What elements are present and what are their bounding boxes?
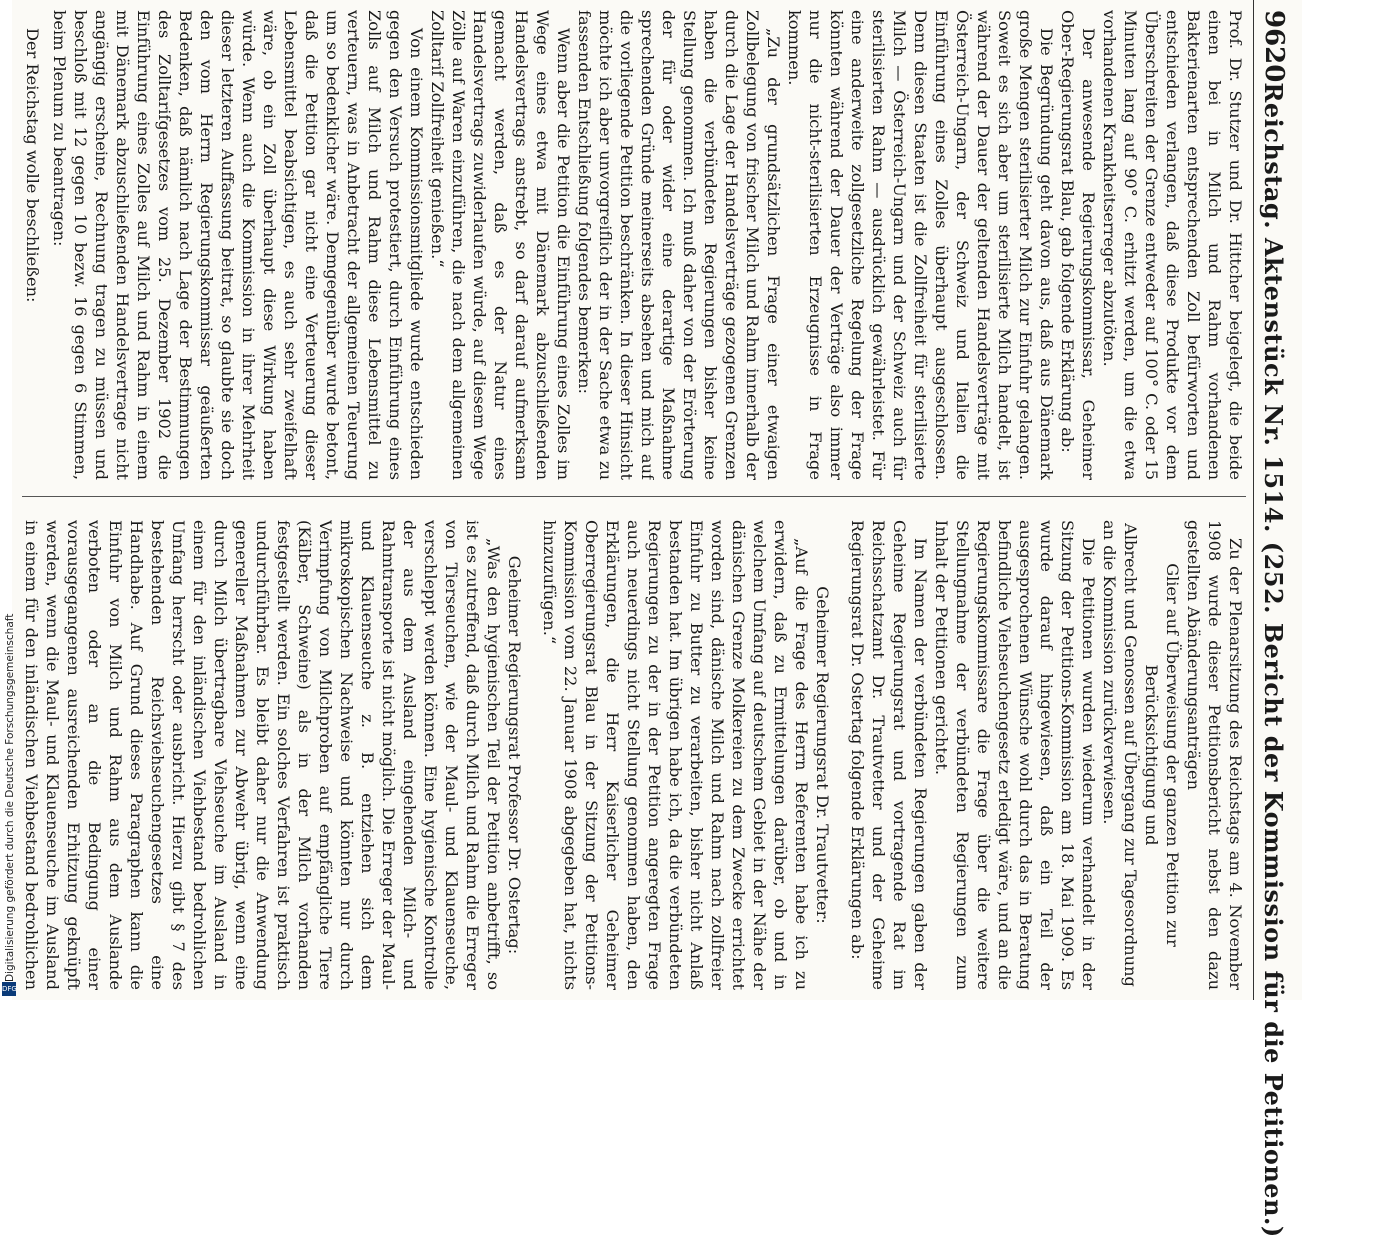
paragraph: Von einem Kommissionsmitgliede wurde entschieden gegen den Versuch protestiert, durch Einführung eines Zolls auf Milch und Rahm diese Lebensmittel zu verteuern, was in Anbetracht der allgemeinen Teuerung um so bedenklicher wäre. Demgegenüber wurde betont, daß die Petition gar nicht eine Verteuerung dieser Lebensmittel beabsichtigen, es auch sehr zweifelhaft wäre, ob ein Zoll überhaupt diese Wirkung haben würde. Wenn auch die Kommission in ihrer Mehrheit dieser letzteren Auffassung beitrat, so glaubte sie doch den vom Herrn Regierungskommissar geäußerten Bedenken, daß nämlich nach Lage der Bestimmungen des Zolltarifgesetzes vom 25. Dezember 1902 die Einführung eines Zolles auf Milch und Rahm in einem mit Dänemark abzuschließenden Handelsvertrage nicht angängig erscheine, Rechnung tragen zu müssen und beschloß mit 12 gegen 10 bezw. 16 gegen 6 Stimmen, beim Plenum zu beantragen: xyxy=(50,10,426,480)
paragraph: Geheimer Regierungsrat Professor Dr. Ostertag: xyxy=(505,555,524,955)
digitization-credit xyxy=(4,342,18,982)
paragraph: „Was den hygienischen Teil der Petition anbetrifft, so ist es zutreffend, daß durch Milch und Rahm die Erreger von Tierseuchen, wie der Maul- und Klauenseuche, verschleppt werden können. Eine hygienische Kontrolle der aus dem Ausland eingehenden Milch- und Rahmtransporte ist nicht möglich. Die Erreger der Maul- und Klauenseuche z. B. entziehen sich dem mikroskopischen Nachweise und könnten nur durch Verimpfung von Milchproben auf empfängliche Tiere (Kälber, Schweine) als in der Milch vorhanden festgestellt werden. Ein solches Verfahren ist praktisch undurchführbar. Es bleibt daher nur die Anwendung genereller Maßnahmen zur Abwehr übrig, wenn eine durch Milch übertragbare Viehseuche im Ausland in einem für den inländischen Viehbestand bedrohlichen Umfang herrscht oder ausbricht. Hierzu gibt § 7 des bestehenden Reichsviehseuchengesetzes eine Handhabe. Auf Grund dieses Paragraphen kann die Einfuhr von Milch und Rahm aus dem Auslande verboten oder an die Bedingung einer vorausgegangenen ausreichenden Erhitzung geknüpft werden, wenn die Maul- und Klauenseuche im Ausland in einem für den inländischen Viehbestand bedrohlichen xyxy=(22,520,503,990)
paragraph: Albrecht und Genossen auf Übergang zur Tagesordnung xyxy=(1121,523,1140,987)
paragraph: Die Begründung geht davon aus, daß aus Dänemark große Mengen sterilisierter Milch zur Einfuhr gelangen. Soweit es sich aber um sterilisierte Milch handelt, ist während der Dauer der geltenden Handelsverträge mit Österreich-Ungarn, der Schweiz und Italien die Einführung eines Zolles überhaupt ausgeschlossen. Denn diesen Staaten ist die Zollfreiheit für sterilisierte Milch — Österreich-Ungarn und der Schweiz auch für sterilisierten Rahm — ausdrücklich gewährleistet. Für eine anderweite zollgesetzliche Regelung der Frage könnten während der Dauer der Verträge also immer nur die nicht-sterilisierten Erzeugnisse in Frage kommen. xyxy=(785,10,1056,480)
credit-text: Digitalisierung gefördert durch die Deutsche Forschungsgemeinschaft xyxy=(4,613,16,982)
paragraph: Im Namen der verbündeten Regierungen gaben der Geheime Regierungsrat und vortragende Rat im Reichsschatzamt Dr. Trautvetter und der Geheime Regierungsrat Dr. Ostertag folgende Erklärungen ab: xyxy=(848,520,930,990)
paragraph: Der anwesende Regierungskommissar, Geheimer Ober-Regierungsrat Blau, gab folgende Erklärung ab: xyxy=(1058,10,1098,480)
paragraph: Zu der Plenarsitzung des Reichstags am 4. November 1908 wurde dieser Petitionsbericht nebst den dazu gestellten Abänderungsanträgen xyxy=(1184,520,1245,990)
paragraph: Der Reichstag wolle beschließen: xyxy=(23,28,42,303)
page-header xyxy=(1253,0,1294,1238)
left-column xyxy=(22,10,1246,480)
document-page xyxy=(12,0,1302,1238)
dfg-logo-icon: DFG xyxy=(2,982,16,996)
paragraph: „Zu der grundsätzlichen Frage einer etwaigen Zollbelegung von frischer Milch und Rahm innerhalb der durch die Lage der Handelsverträge gezogenen Grenzen haben die verbündeten Regierungen bisher keine Stellung genommen. Ich muß daher von der Erörterung der für oder wider eine derartige Maßnahme sprechenden Gründe meinerseits absehen und mich auf die vorliegende Petition beschränken. In dieser Hinsicht möchte ich aber unvorgreiflich der in der Sache etwa zu fassenden Entschließung folgendes bemerken: xyxy=(575,10,783,480)
paragraph: Glier auf Überweisung der ganzen Petition zur Berücksichtigung und xyxy=(1142,563,1182,947)
column-divider xyxy=(22,496,1246,497)
paragraph: Prof. Dr. Stutzer und Dr. Hittcher beigelegt, die beide einen bei in Milch und Rahm vorhandenen Bakterienarten entsprechenden Zoll befürworten und entschieden verlangen, daß diese Produkte vor dem Überschreiten der Grenze entweder auf 100° C. oder 15 Minuten lang auf 90° C. erhitzt werden, um die etwa vorhandenen Krankheitserreger abzutöten. xyxy=(1100,10,1245,480)
running-head: Reichstag. Aktenstück Nr. 1514. (252. Bericht der Kommission für die Petitionen.) xyxy=(1259,82,1289,1238)
paragraph: Geheimer Regierungsrat Dr. Trautvetter: xyxy=(813,586,832,924)
page-number: 9620 xyxy=(1259,10,1289,83)
paragraph: „Auf die Frage des Herrn Referenten habe ich zu erwidern, daß zu Ermittelungen darüber, ob und in welchem Umfang auf deutschem Gebiet in der Nähe der dänischen Grenze Molkereien zu dem Zwecke errichtet worden sind, dänische Milch und Rahm nach zollfreier Einfuhr zu Butter zu verarbeiten, bisher nicht Anlaß bestanden hat. Im übrigen habe ich, da die verbündeten Regierungen zu der in der Petition angeregten Frage auch neuerdings nicht Stellung genommen haben, den Erklärungen, die Herr Kaiserlicher Geheimer Oberregierungsrat Blau in der Sitzung der Petitions-Kommission vom 22. Januar 1908 abgegeben hat, nichts hinzuzufügen.“ xyxy=(540,520,811,990)
paragraph: Die Petitionen wurden wiederum verhandelt in der Sitzung der Petitions-Kommission am 18. Mai 1909. Es wurde darauf hingewiesen, daß ein Teil der ausgesprochenen Wünsche wohl durch das in Beratung befindliche Viehseuchengesetz erledigt wäre, und an die Regierungskommissare die Frage über die weitere Stellungnahme der verbündeten Regierungen zum Inhalt der Petitionen gerichtet. xyxy=(932,520,1098,990)
paragraph: an die Kommission zurückverwiesen. xyxy=(1100,520,1119,825)
paragraph: Wenn aber die Petition die Einführung eines Zolles im Wege eines etwa mit Dänemark abzuschließenden Handelsvertrags anstrebt, so darf darauf aufmerksam gemacht werden, daß es der Natur eines Handelsvertrags zuwiderlaufen würde, auf diesem Wege Zölle auf Waren einzuführen, die nach dem allgemeinen Zolltarif Zollfreiheit genießen.“ xyxy=(428,10,573,480)
right-column xyxy=(22,520,1246,990)
